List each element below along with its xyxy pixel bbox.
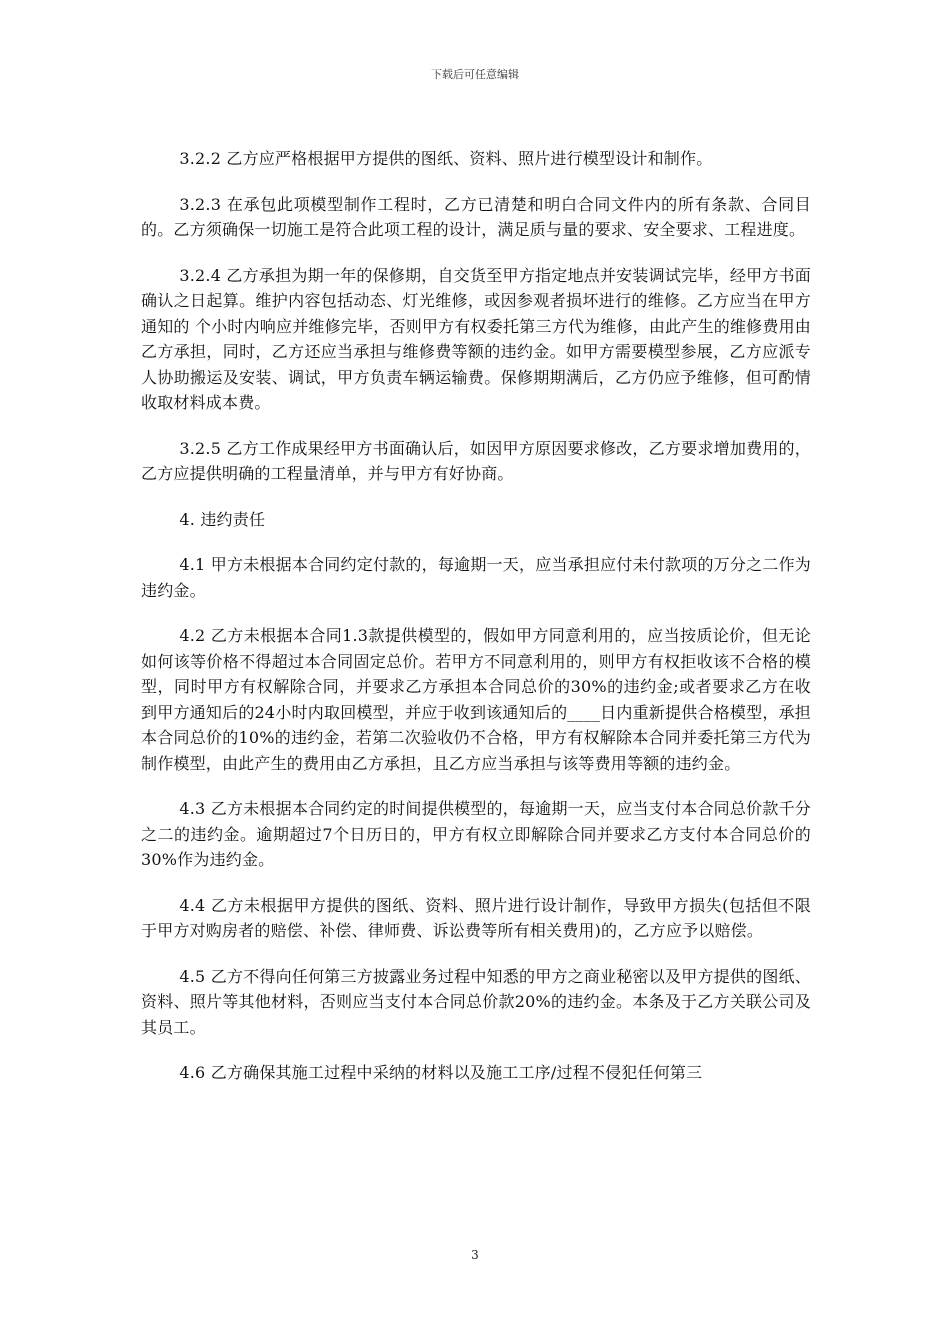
clause-3-2-5: 3.2.5 乙方工作成果经甲方书面确认后，如因甲方原因要求修改，乙方要求增加费用的，乙方应提供明确的工程量清单，并与甲方有好协商。 [141,438,811,483]
clause-3-2-3: 3.2.3 在承包此项模型制作工程时，乙方已清楚和明白合同文件内的所有条款、合同目的。乙方须确保一切施工是符合此项工程的设计，满足质与量的要求、安全要求、工程进度。 [141,194,811,239]
clause-4-4: 4.4 乙方未根据甲方提供的图纸、资料、照片进行设计制作，导致甲方损失(包括但不限于甲方对购房者的赔偿、补偿、律师费、诉讼费等所有相关费用)的，乙方应予以赔偿。 [141,895,811,940]
clause-4-3: 4.3 乙方未根据本合同约定的时间提供模型的，每逾期一天，应当支付本合同总价款千分之二的违约金。逾期超过7个日历日的，甲方有权立即解除合同并要求乙方支付本合同总价的30%作为违约金。 [141,799,811,869]
clause-4-6: 4.6 乙方确保其施工过程中采纳的材料以及施工工序/过程不侵犯任何第三 [179,1063,703,1082]
document-body [141,146,811,1106]
page-number: 3 [471,1248,479,1262]
clause-3-2-4: 3.2.4 乙方承担为期一年的保修期，自交货至甲方指定地点并安装调试完毕，经甲方书面确认之日起算。维护内容包括动态、灯光维修，或因参观者损坏进行的维修。乙方应当在甲方通知的 个小时内响应并维修完毕，否则甲方有权委托第三方代为维修，由此产生的维修费用由乙方承担，同时，乙方还应当承担与维修费等额的违约金。如甲方需要模型参展，乙方应派专人协助搬运及安装、调试，甲方负责车辆运输费。保修期期满后，乙方仍应予维修，但可酌情收取材料成本费。 [141,265,811,412]
section-heading-breach-liability: 4. 违约责任 [179,509,266,529]
page-header: 下载后可任意编辑 [431,68,519,81]
clause-3-2-2: 3.2.2 乙方应严格根据甲方提供的图纸、资料、照片进行模型设计和制作。 [179,149,713,168]
clause-4-2: 4.2 乙方未根据本合同1.3款提供模型的，假如甲方同意利用的，应当按质论价，但无论如何该等价格不得超过本合同固定总价。若甲方不同意利用的，则甲方有权拒收该不合格的模型，同时甲方有权解除合同，并要求乙方承担本合同总价的30%的违约金;或者要求乙方在收到甲方通知后的24小时内取回模型，并应于收到该通知后的____日内重新提供合格模型，承担本合同总价的10%的违约金，若第二次验收仍不合格，甲方有权解除本合同并委托第三方代为制作模型，由此产生的费用由乙方承担，且乙方应当承担与该等费用等额的违约金。 [141,626,811,773]
clause-4-1: 4.1 甲方未根据本合同约定付款的，每逾期一天，应当承担应付未付款项的万分之二作为违约金。 [141,555,811,600]
clause-4-5: 4.5 乙方不得向任何第三方披露业务过程中知悉的甲方之商业秘密以及甲方提供的图纸、资料、照片等其他材料，否则应当支付本合同总价款20%的违约金。本条及于乙方关联公司及其员工。 [141,966,811,1037]
